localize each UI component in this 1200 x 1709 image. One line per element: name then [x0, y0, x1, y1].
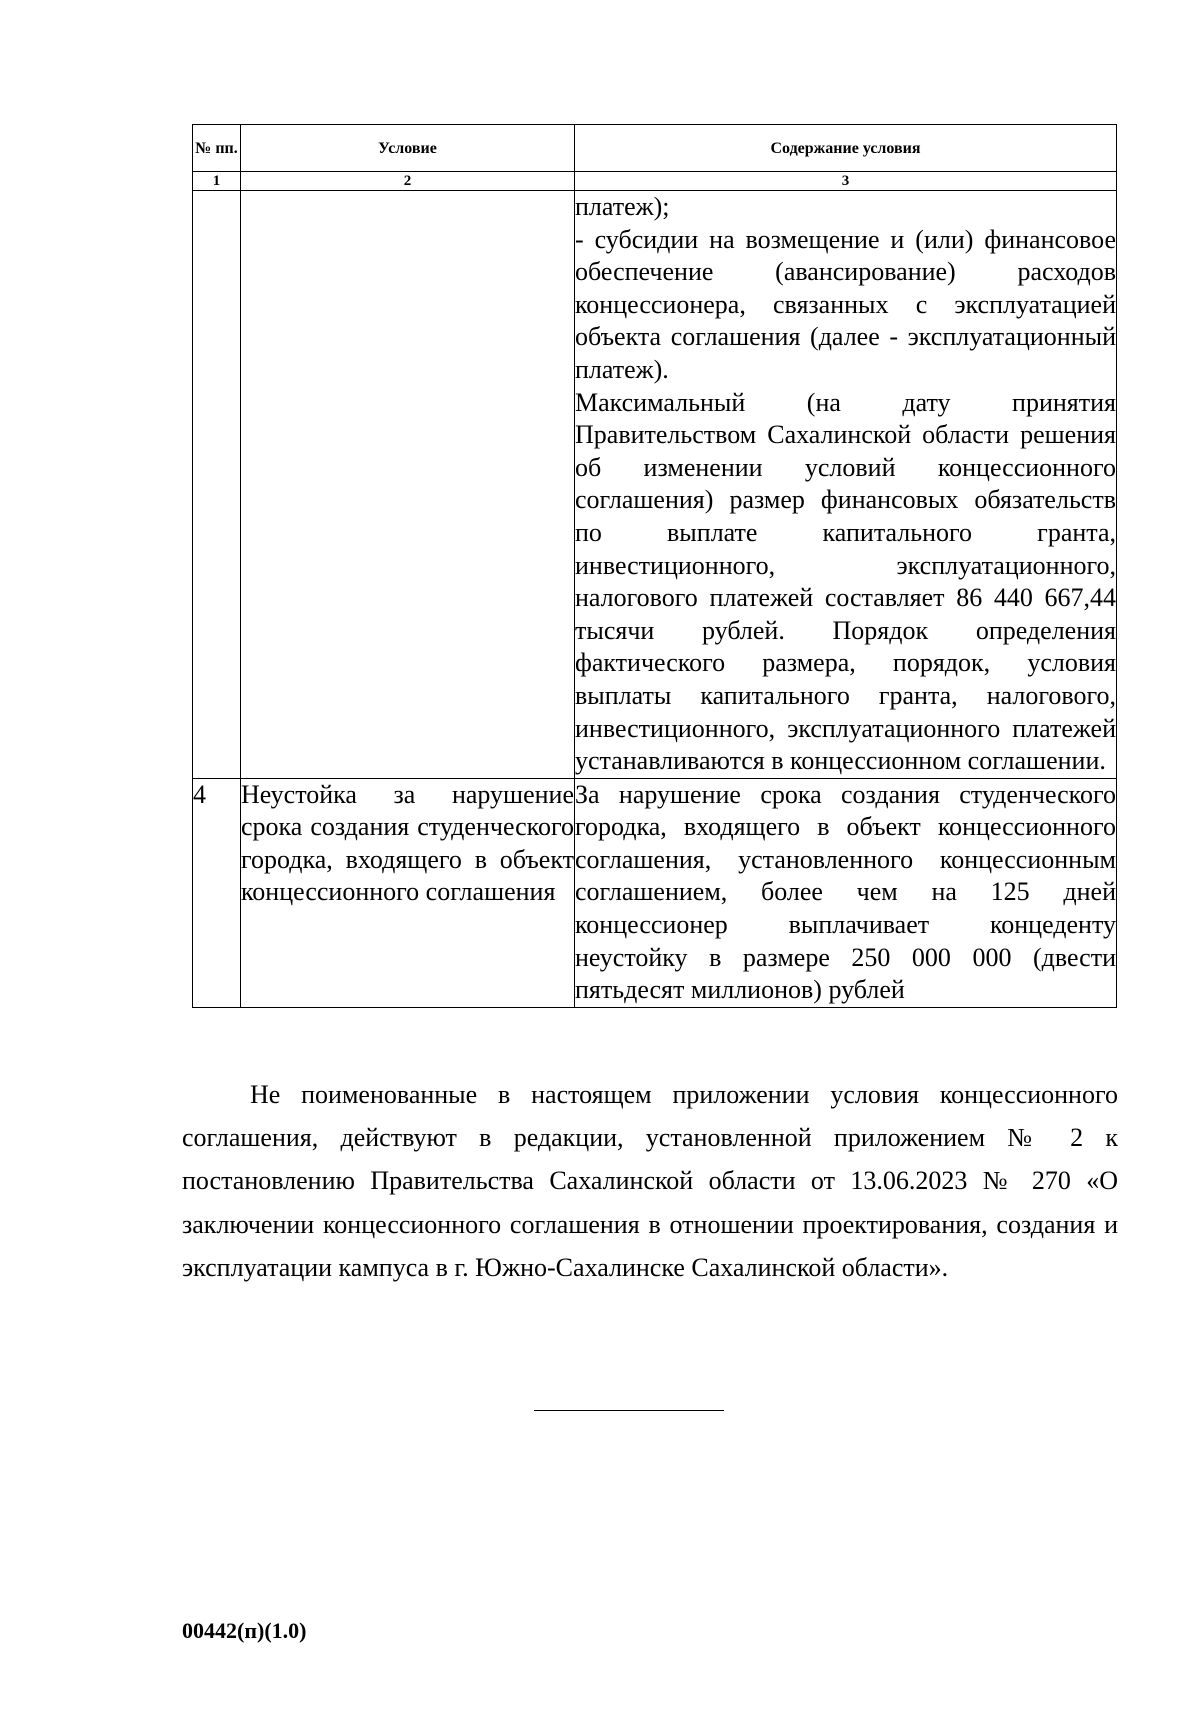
- column-number-2: 2: [241, 172, 575, 191]
- row-condition: [241, 191, 575, 779]
- row-number: 4: [193, 778, 241, 1007]
- table-header-row: [193, 125, 1117, 172]
- header-condition: Условие: [241, 125, 575, 172]
- column-number-1: 1: [193, 172, 241, 191]
- header-content: Содержание условия: [575, 125, 1117, 172]
- closing-paragraph: Не поименованные в настоящем приложении условия концессионного соглашения, действуют в редакции, установленной приложением № 2 к постановлению Правительства Сахалинской области от 13.06.2023 № 270 «О заключении концессионного соглашения в отношении проектирования, создания и эксплуатации кампуса в г. Южно-Сахалинске Сахалинской области».: [182, 1080, 1118, 1282]
- row-content: [575, 778, 1117, 1007]
- row-condition: Неустойка за нарушение срока создания студенческого городка, входящего в объект концессионного соглашения: [241, 778, 575, 1007]
- row-number: [193, 191, 241, 779]
- content-paragraph: - субсидии на возмещение и (или) финансовое обеспечение (авансирование) расходов концессионера, связанных с эксплуатацией объекта соглашения (далее - эксплуатационный платеж).: [575, 224, 1116, 384]
- document-code: 00442(п)(1.0): [182, 1618, 307, 1643]
- end-separator-line: [534, 1410, 724, 1411]
- row-content: [575, 191, 1117, 779]
- header-num: № пп.: [193, 125, 241, 172]
- table-row: [193, 778, 1117, 1007]
- content-paragraph: Максимальный (на дату принятия Правительством Сахалинской области решения об изменении условий концессионного соглашения) размер финансовых обязательств по выплате капитального гранта, инвестиционного, эксплуатационного, налогового платежей составляет 86 440 667,44 тысячи рублей. Порядок определения фактического размера, порядок, условия выплаты капитального гранта, налогового, инвестиционного, эксплуатационного платежей устанавливаются в концессионном соглашении.: [575, 387, 1116, 776]
- content-paragraph: За нарушение срока создания студенческого городка, входящего в объект концессионного соглашения, установленного концессионным соглашением, более чем на 125 дней концессионер выплачивает концеденту неустойку в размере 250 000 000 (двести пятьдесят миллионов) рублей: [575, 779, 1116, 1005]
- conditions-table: [192, 124, 1117, 1008]
- content-paragraph: платеж);: [575, 192, 670, 221]
- table-row: [193, 191, 1117, 779]
- column-number-3: 3: [575, 172, 1117, 191]
- column-numbers-row: [193, 172, 1117, 191]
